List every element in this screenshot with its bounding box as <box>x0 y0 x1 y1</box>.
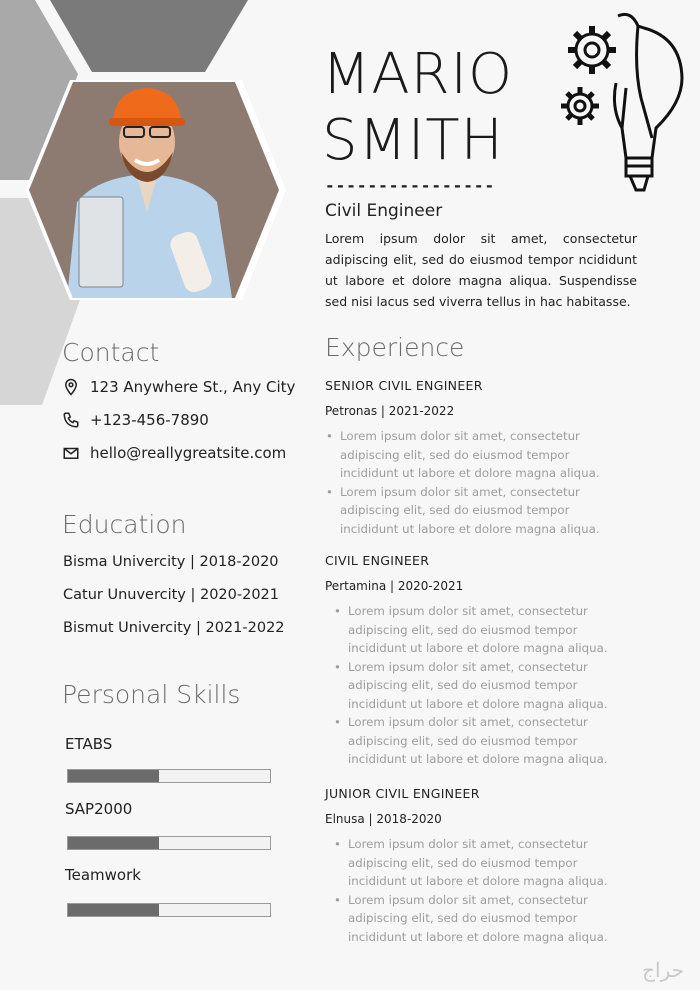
phone-icon <box>62 411 80 429</box>
profile-photo <box>27 82 281 298</box>
skill-label: SAP2000 <box>65 800 133 818</box>
contact-address <box>62 378 295 396</box>
skills-title: Personal Skills <box>62 680 241 709</box>
bullet-item: • Lorem ipsum dolor sit amet, consectetur adipiscing elit, sed do eiusmod tempor incididunt ut labore et dolore magna aliqua. <box>334 713 626 769</box>
education-item: Bisma Univercity | 2018-2020 <box>63 554 279 570</box>
job-bullets <box>334 835 626 946</box>
job-role: SENIOR CIVIL ENGINEER <box>325 378 483 393</box>
job-bullets <box>326 427 618 538</box>
education-item: Bismut Univercity | 2021-2022 <box>63 620 285 636</box>
education-title: Education <box>62 510 187 539</box>
skill-bar <box>67 769 271 783</box>
bullet-item: • Lorem ipsum dolor sit amet, consectetur adipiscing elit, sed do eiusmod tempor incididunt ut labore et dolore magna aliqua. <box>334 835 626 891</box>
skill-bar-fill <box>68 770 159 782</box>
job-role: CIVIL ENGINEER <box>325 553 430 568</box>
bullet-item: • Lorem ipsum dolor sit amet, consectetur adipiscing elit, sed do eiusmod tempor incididunt ut labore et dolore magna aliqua. <box>326 427 618 483</box>
skill-bar-fill <box>68 837 159 849</box>
email-icon <box>62 444 80 462</box>
address-text: 123 Anywhere St., Any City <box>90 378 296 396</box>
phone-text: +123-456-7890 <box>90 411 209 429</box>
location-icon <box>62 378 80 396</box>
job-company: Pertamina | 2020-2021 <box>325 579 464 593</box>
email-text[interactable]: hello@reallygreatsite.com <box>90 444 287 462</box>
divider-dashes: ---------------- <box>325 176 496 195</box>
name-last: SMITH <box>322 108 504 173</box>
bullet-item: • Lorem ipsum dolor sit amet, consectetur adipiscing elit, sed do eiusmod tempor incididunt ut labore et dolore magna aliqua. <box>334 658 626 714</box>
job-bullets <box>334 602 626 769</box>
gear-bulb-icon <box>556 8 686 192</box>
job-company: Petronas | 2021-2022 <box>325 404 455 418</box>
experience-title: Experience <box>325 333 465 362</box>
bullet-item: • Lorem ipsum dolor sit amet, consectetur adipiscing elit, sed do eiusmod tempor incididunt ut labore et dolore magna aliqua. <box>334 602 626 658</box>
candidate-name <box>322 42 513 174</box>
skill-label: Teamwork <box>65 866 141 884</box>
job-role: JUNIOR CIVIL ENGINEER <box>325 786 480 801</box>
skill-bar <box>67 903 271 917</box>
job-company: Elnusa | 2018-2020 <box>325 812 442 826</box>
contact-title: Contact <box>62 338 160 367</box>
contact-email <box>62 444 286 462</box>
name-first: MARIO <box>322 42 514 107</box>
job-title: Civil Engineer <box>325 201 443 221</box>
bullet-item: • Lorem ipsum dolor sit amet, consectetur adipiscing elit, sed do eiusmod tempor incididunt ut labore et dolore magna aliqua. <box>326 483 618 539</box>
profile-summary: Lorem ipsum dolor sit amet, consectetur adipiscing elit, sed do eiusmod tempor ncididunt ut labore et dolore magna aliqua. Suspendisse sed nisi lacus sed viverra tellus in hac habitasse. <box>325 231 637 309</box>
skill-bar-fill <box>68 904 159 916</box>
watermark-logo: حراج <box>642 958 684 982</box>
bullet-item: • Lorem ipsum dolor sit amet, consectetur adipiscing elit, sed do eiusmod tempor incididunt ut labore et dolore magna aliqua. <box>334 891 626 947</box>
contact-phone <box>62 411 209 429</box>
skill-bar <box>67 836 271 850</box>
skill-label: ETABS <box>65 735 113 753</box>
education-item: Catur Unuvercity | 2020-2021 <box>63 587 279 603</box>
